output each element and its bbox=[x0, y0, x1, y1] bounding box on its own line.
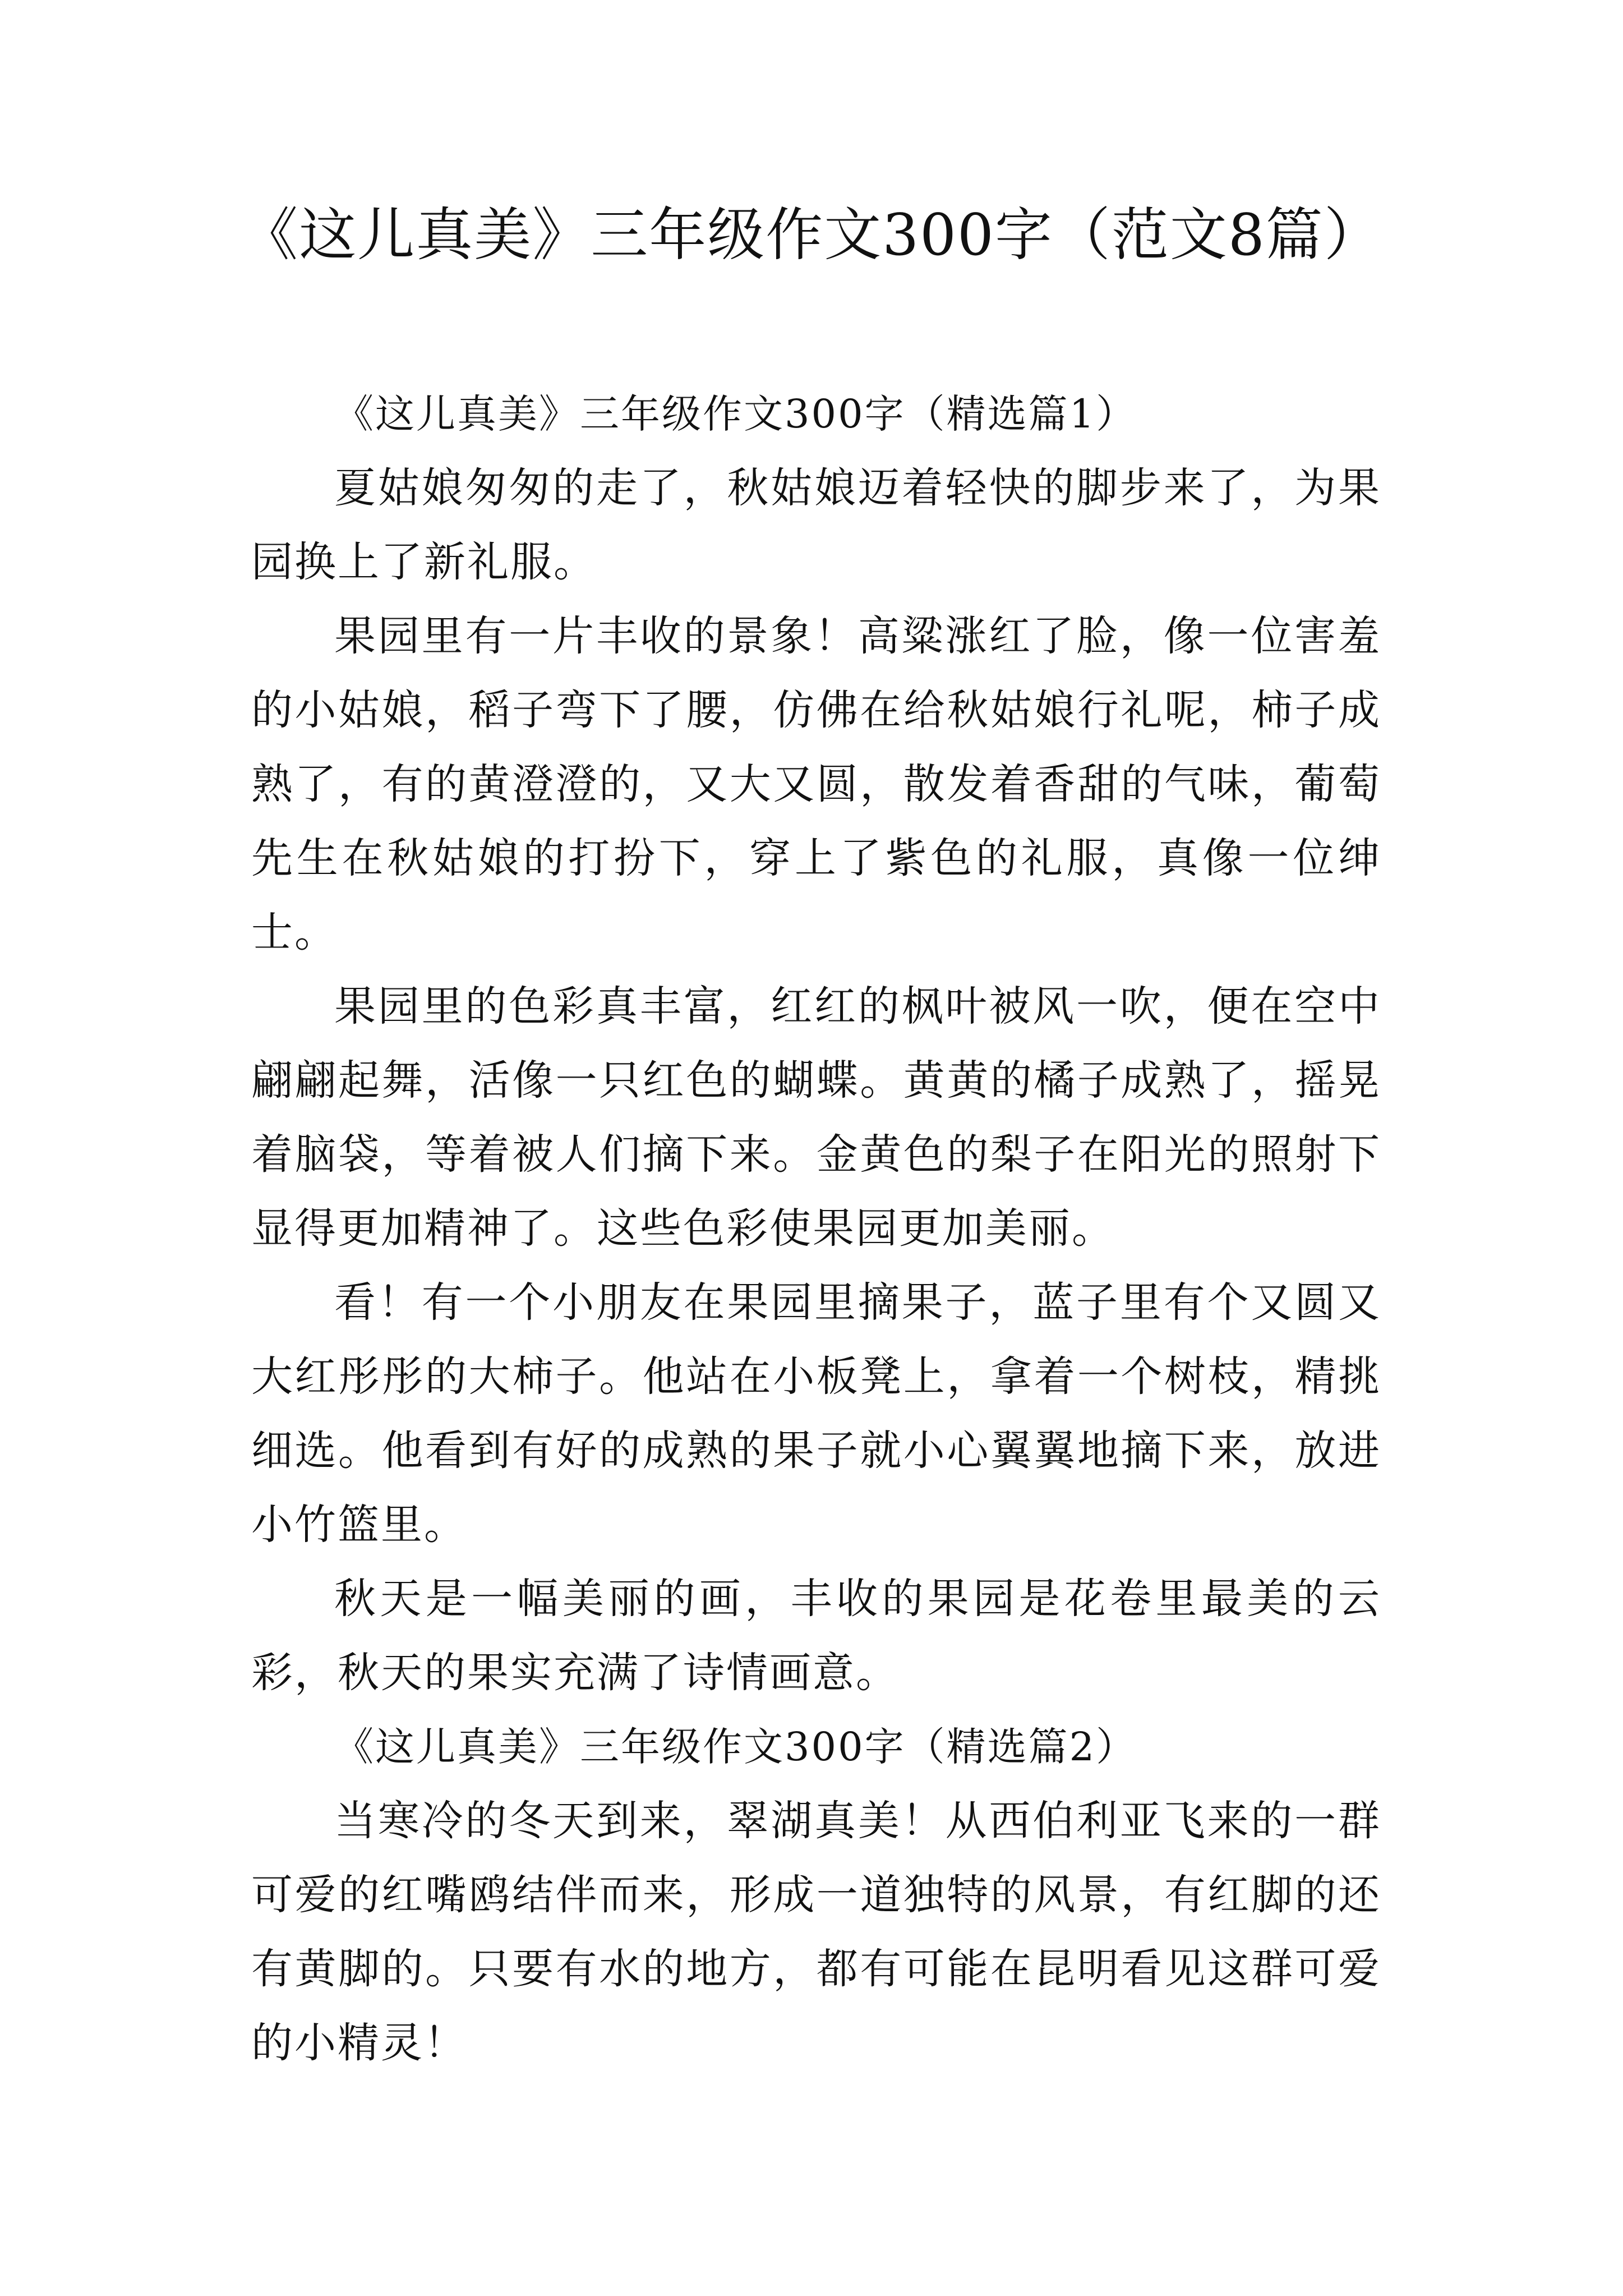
paragraph: 看！有一个小朋友在果园里摘果子，蓝子里有个又圆又大红彤彤的大柿子。他站在小板凳上，拿着一个树枝，精挑细选。他看到有好的成熟的果子就小心翼翼地摘下来，放进小竹篮里。 bbox=[251, 1278, 1381, 1549]
paragraph: 秋天是一幅美丽的画，丰收的果园是花卷里最美的云彩，秋天的果实充满了诗情画意。 bbox=[251, 1575, 1381, 1697]
paragraph: 果园里的色彩真丰富，红红的枫叶被风一吹，便在空中翩翩起舞，活像一只红色的蝴蝶。黄黄的橘子成熟了，摇晃着脑袋，等着被人们摘下来。金黄色的梨子在阳光的照射下显得更加精神了。这些色彩使果园更加美丽。 bbox=[251, 982, 1381, 1253]
paragraph: 当寒冷的冬天到来，翠湖真美！从西伯利亚飞来的一群可爱的红嘴鸥结伴而来，形成一道独特的风景，有红脚的还有黄脚的。只要有水的地方，都有可能在昆明看见这群可爱的小精灵！ bbox=[251, 1797, 1381, 2067]
document-title: 《这儿真美》三年级作文300字（范文8篇） bbox=[241, 202, 1382, 269]
section-heading-2: 《这儿真美》三年级作文300字（精选篇2） bbox=[334, 1724, 1137, 1770]
section-heading-1: 《这儿真美》三年级作文300字（精选篇1） bbox=[334, 391, 1137, 437]
document-body bbox=[251, 377, 1381, 2080]
paragraph: 夏姑娘匆匆的走了，秋姑娘迈着轻快的脚步来了，为果园换上了新礼服。 bbox=[251, 464, 1381, 586]
paragraph: 果园里有一片丰收的景象！高粱涨红了脸，像一位害羞的小姑娘，稻子弯下了腰，仿佛在给秋姑娘行礼呢，柿子成熟了，有的黄澄澄的，又大又圆，散发着香甜的气味，葡萄先生在秋姑娘的打扮下，穿上了紫色的礼服，真像一位绅士。 bbox=[251, 612, 1381, 956]
